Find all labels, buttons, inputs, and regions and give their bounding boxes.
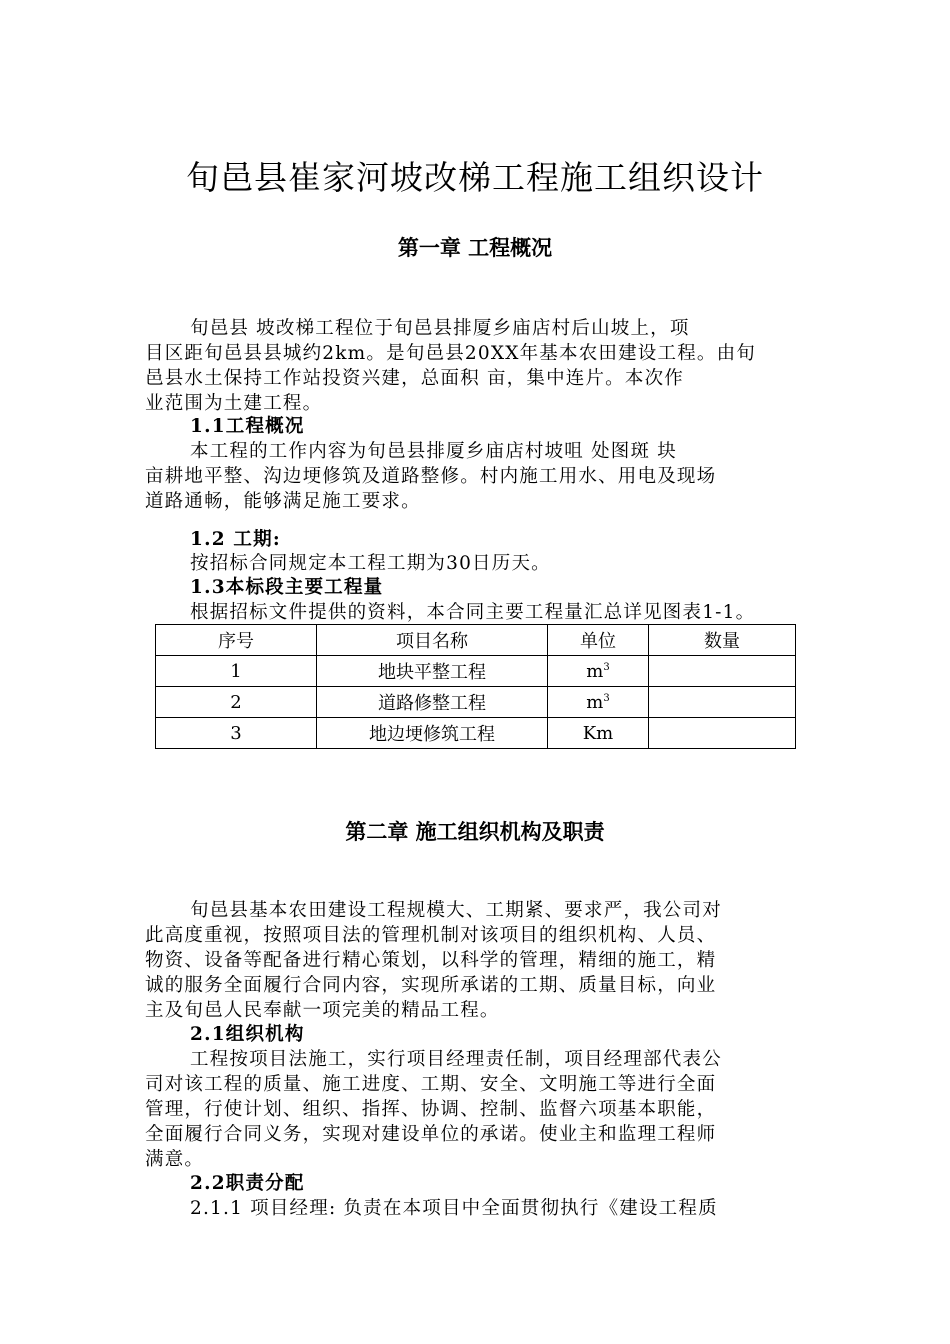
quantity-table (155, 624, 796, 749)
ch2-paragraph-1-line: 主及旬邑人民奉献一项完美的精品工程。 (145, 1000, 500, 1021)
section-1-3-heading: 1.3本标段主要工程量 (190, 577, 384, 598)
ch2-paragraph-2-line: 司对该工程的质量、施工进度、工期、安全、文明施工等进行全面 (145, 1074, 717, 1095)
table-cell (649, 687, 796, 718)
chapter-1-heading: 第一章 工程概况 (397, 236, 553, 260)
table-header-cell: 序号 (156, 625, 317, 656)
table-cell: 地块平整工程 (317, 656, 548, 687)
ch1-paragraph-4: 根据招标文件提供的资料，本合同主要工程量汇总详见图表1-1。 (190, 602, 756, 623)
table-cell: 地边埂修筑工程 (317, 718, 548, 749)
table-cell: 3 (156, 718, 317, 749)
document-title: 旬邑县崔家河坡改梯工程施工组织设计 (186, 158, 764, 197)
table-row (156, 656, 796, 687)
ch2-paragraph-2-line: 工程按项目法施工，实行项目经理责任制，项目经理部代表公 (190, 1049, 722, 1070)
ch1-paragraph-2-line: 亩耕地平整、沟边埂修筑及道路整修。村内施工用水、用电及现场 (145, 466, 717, 487)
table-cell (548, 656, 649, 687)
section-1-1-heading: 1.1工程概况 (190, 416, 305, 437)
table-cell: Km (548, 718, 649, 749)
section-2-2-heading: 2.2职责分配 (190, 1173, 305, 1194)
unit-text: m (586, 660, 604, 682)
ch2-paragraph-1-line: 此高度重视，按照项目法的管理机制对该项目的组织机构、人员、 (145, 925, 717, 946)
table-header-cell: 数量 (649, 625, 796, 656)
table-header-cell: 项目名称 (317, 625, 548, 656)
ch1-paragraph-1-line: 邑县水土保持工作站投资兴建，总面积 亩，集中连片。本次作 (145, 368, 684, 389)
ch2-paragraph-2-line: 满意。 (145, 1149, 205, 1170)
ch2-paragraph-2-line: 全面履行合同义务，实现对建设单位的承诺。使业主和监理工程师 (145, 1124, 717, 1145)
unit-superscript: 3 (603, 692, 610, 704)
unit-superscript: 3 (603, 661, 610, 673)
table-cell: 2 (156, 687, 317, 718)
ch1-paragraph-2-line: 道路通畅，能够满足施工要求。 (145, 491, 421, 512)
chapter-2-heading: 第二章 施工组织机构及职责 (345, 820, 605, 844)
ch1-paragraph-1-line: 目区距旬邑县县城约2km。是旬邑县20XX年基本农田建设工程。由旬 (145, 343, 757, 364)
table-header-cell: 单位 (548, 625, 649, 656)
ch1-paragraph-1-line: 业范围为土建工程。 (145, 393, 323, 414)
table-header-row (156, 625, 796, 656)
table-cell (649, 718, 796, 749)
ch1-paragraph-3: 按招标合同规定本工程工期为30日历天。 (190, 553, 551, 574)
table-row (156, 687, 796, 718)
ch2-paragraph-1-line: 物资、设备等配备进行精心策划，以科学的管理，精细的施工，精 (145, 950, 717, 971)
section-1-2-heading: 1.2 工期: (190, 529, 281, 550)
ch2-paragraph-1-line: 旬邑县基本农田建设工程规模大、工期紧、要求严，我公司对 (190, 900, 722, 921)
table-row (156, 718, 796, 749)
table-cell (548, 687, 649, 718)
table-cell: 道路修整工程 (317, 687, 548, 718)
section-2-1-heading: 2.1组织机构 (190, 1024, 305, 1045)
ch1-paragraph-2-line: 本工程的工作内容为旬邑县排厦乡庙店村坡咀 处图斑 块 (190, 441, 677, 462)
ch2-paragraph-2-line: 管理，行使计划、组织、指挥、协调、控制、监督六项基本职能， (145, 1099, 717, 1120)
ch2-paragraph-1-line: 诚的服务全面履行合同内容，实现所承诺的工期、质量目标，向业 (145, 975, 717, 996)
table-cell: 1 (156, 656, 317, 687)
unit-text: m (586, 691, 604, 713)
ch1-paragraph-1-line: 旬邑县 坡改梯工程位于旬邑县排厦乡庙店村后山坡上，项 (190, 318, 690, 339)
ch2-paragraph-3: 2.1.1 项目经理: 负责在本项目中全面贯彻执行《建设工程质 (190, 1198, 718, 1219)
table-cell (649, 656, 796, 687)
